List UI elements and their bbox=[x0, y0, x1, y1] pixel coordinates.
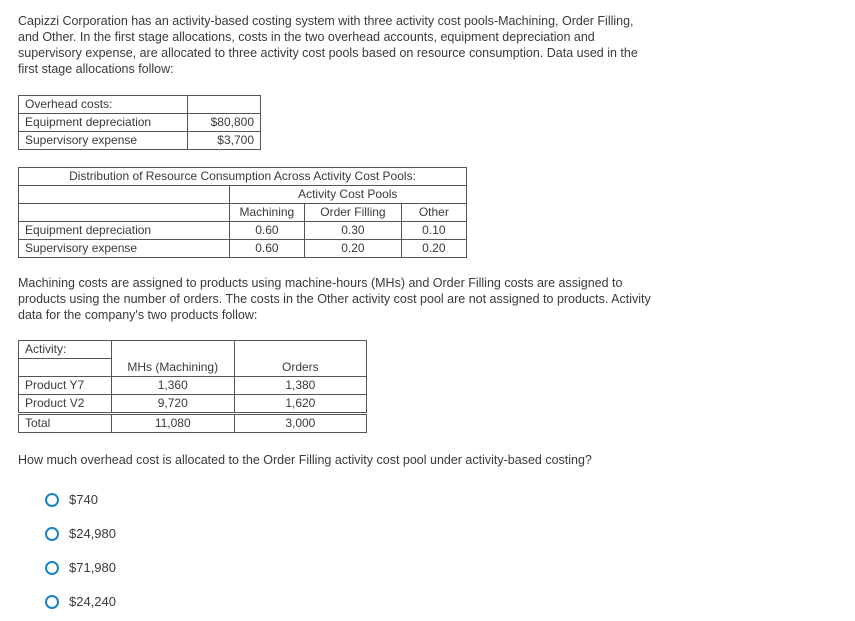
activity-header: Activity: bbox=[19, 341, 112, 359]
middle-paragraph: Machining costs are assigned to products using machine-hours (MHs) and Order Filling costs are assigned to products using the number of orders. The costs in the Other activity cost pool are not assigned to products. Activity data for the company's two products follow: bbox=[18, 276, 651, 322]
overhead-header: Overhead costs: bbox=[19, 96, 188, 114]
option-71980[interactable] bbox=[45, 560, 116, 575]
option-label: $24,240 bbox=[69, 594, 116, 609]
question-text: How much overhead cost is allocated to the Order Filling activity cost pool under activity-based costing? bbox=[18, 453, 592, 467]
table-row: Product Y7 1,360 1,380 bbox=[19, 377, 367, 395]
table-row: Supervisory expense 0.60 0.20 0.20 bbox=[19, 240, 467, 258]
activity-cost-pools-header: Activity Cost Pools bbox=[229, 186, 466, 204]
column-header: MHs (Machining) bbox=[111, 359, 234, 377]
column-header: Orders bbox=[234, 359, 366, 377]
table-row: Total 11,080 3,000 bbox=[19, 414, 367, 433]
activity-data-table bbox=[18, 340, 367, 433]
option-24980[interactable] bbox=[45, 526, 116, 541]
option-label: $71,980 bbox=[69, 560, 116, 575]
distribution-table bbox=[18, 167, 467, 258]
radio-button[interactable] bbox=[45, 527, 59, 541]
overhead-costs-table bbox=[18, 95, 261, 150]
distribution-title: Distribution of Resource Consumption Across Activity Cost Pools: bbox=[19, 168, 467, 186]
radio-button[interactable] bbox=[45, 595, 59, 609]
table-row: Supervisory expense $3,700 bbox=[19, 132, 261, 150]
table-row: Equipment depreciation $80,800 bbox=[19, 114, 261, 132]
option-740[interactable] bbox=[45, 492, 98, 507]
column-header: Other bbox=[401, 204, 466, 222]
option-24240[interactable] bbox=[45, 594, 116, 609]
column-header: Order Filling bbox=[305, 204, 401, 222]
radio-button[interactable] bbox=[45, 493, 59, 507]
table-row: Equipment depreciation 0.60 0.30 0.10 bbox=[19, 222, 467, 240]
table-row: Product V2 9,720 1,620 bbox=[19, 395, 367, 414]
option-label: $24,980 bbox=[69, 526, 116, 541]
intro-paragraph: Capizzi Corporation has an activity-based costing system with three activity cost pools-Machining, Order Filling, and Other. In the first stage allocations, costs in the two overhead accounts, equipment depreciation and supervisory expense, are allocated to three activity cost pools based on resource consumption. Data used in the first stage allocations follow: bbox=[18, 14, 638, 76]
column-header: Machining bbox=[229, 204, 305, 222]
option-label: $740 bbox=[69, 492, 98, 507]
radio-button[interactable] bbox=[45, 561, 59, 575]
